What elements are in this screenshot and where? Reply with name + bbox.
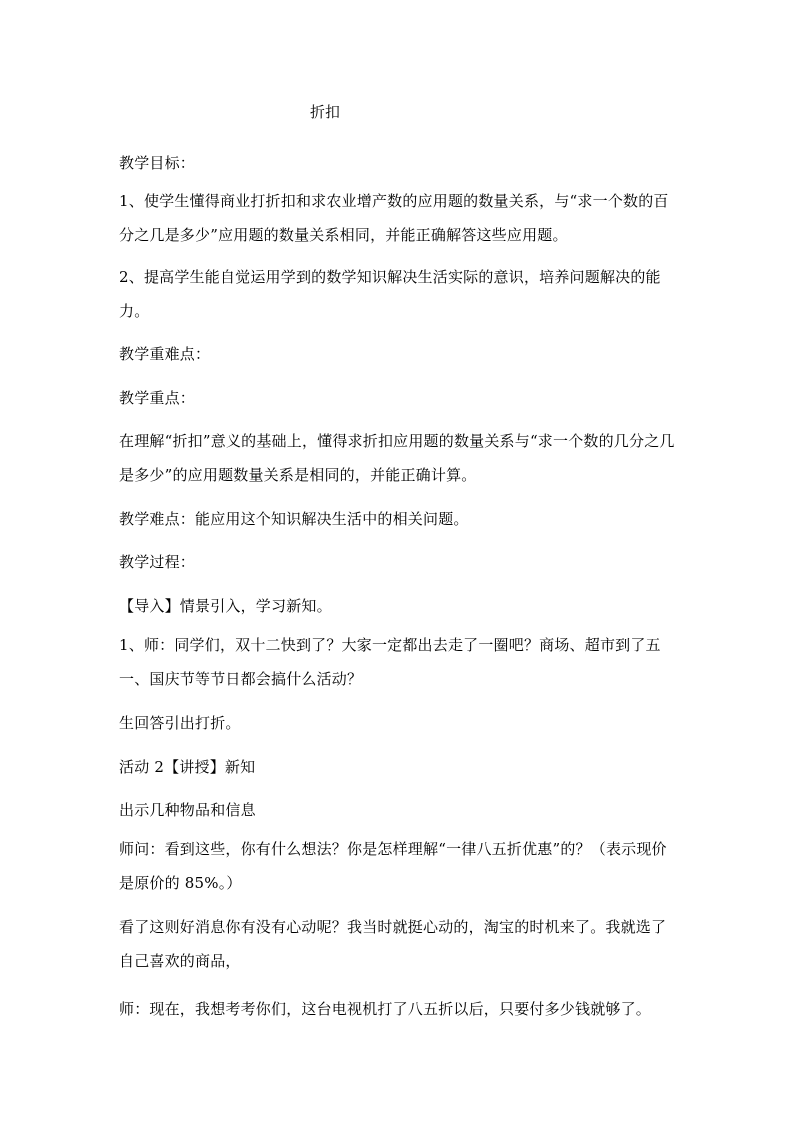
paragraph-teaching-goals-heading: 教学目标： (119, 154, 196, 172)
paragraph-key-point-heading: 教学重点： (119, 389, 196, 407)
paragraph-teacher-question-1: 1、师：同学们，双十二快到了？大家一定都出去走了一圈吧？商场、超市到了五一、国庆节等节日都会搞什么活动？ (119, 636, 661, 688)
paragraph-teacher-question-2: 师问：看到这些，你有什么想法？你是怎样理解“一律八五折优惠”的？（表示现价是原价的 85%。） (119, 840, 667, 892)
paragraph-goal-2: 2、提高学生能自觉运用学到的数学知识解决生活实际的意识，培养问题解决的能力。 (119, 268, 661, 320)
paragraph-key-difficult-heading: 教学重难点： (119, 345, 211, 363)
paragraph-introduction: 【导入】情景引入，学习新知。 (119, 597, 332, 615)
paragraph-good-news: 看了这则好消息你有没有心动呢？我当时就挺心动的，淘宝的时机来了。我就选了自己喜欢的商品， (119, 918, 667, 970)
paragraph-process-heading: 教学过程： (119, 553, 196, 571)
paragraph-teacher-test: 师：现在，我想考考你们，这台电视机打了八五折以后，只要付多少钱就够了。 (119, 1000, 652, 1018)
paragraph-show-items: 出示几种物品和信息 (119, 801, 256, 819)
paragraph-activity-2: 活动 2【讲授】新知 (119, 758, 256, 776)
document-title: 折扣 (310, 103, 341, 121)
paragraph-goal-1: 1、使学生懂得商业打折扣和求农业增产数的应用题的数量关系，与“求一个数的百分之几是多少”应用题的数量关系相同，并能正确解答这些应用题。 (119, 192, 669, 244)
paragraph-difficult-point: 教学难点：能应用这个知识解决生活中的相关问题。 (119, 510, 469, 528)
paragraph-key-point: 在理解“折扣”意义的基础上，懂得求折扣应用题的数量关系与“求一个数的几分之几是多少”的应用题数量关系是相同的，并能正确计算。 (119, 432, 675, 484)
paragraph-student-answer: 生回答引出打折。 (119, 714, 241, 732)
